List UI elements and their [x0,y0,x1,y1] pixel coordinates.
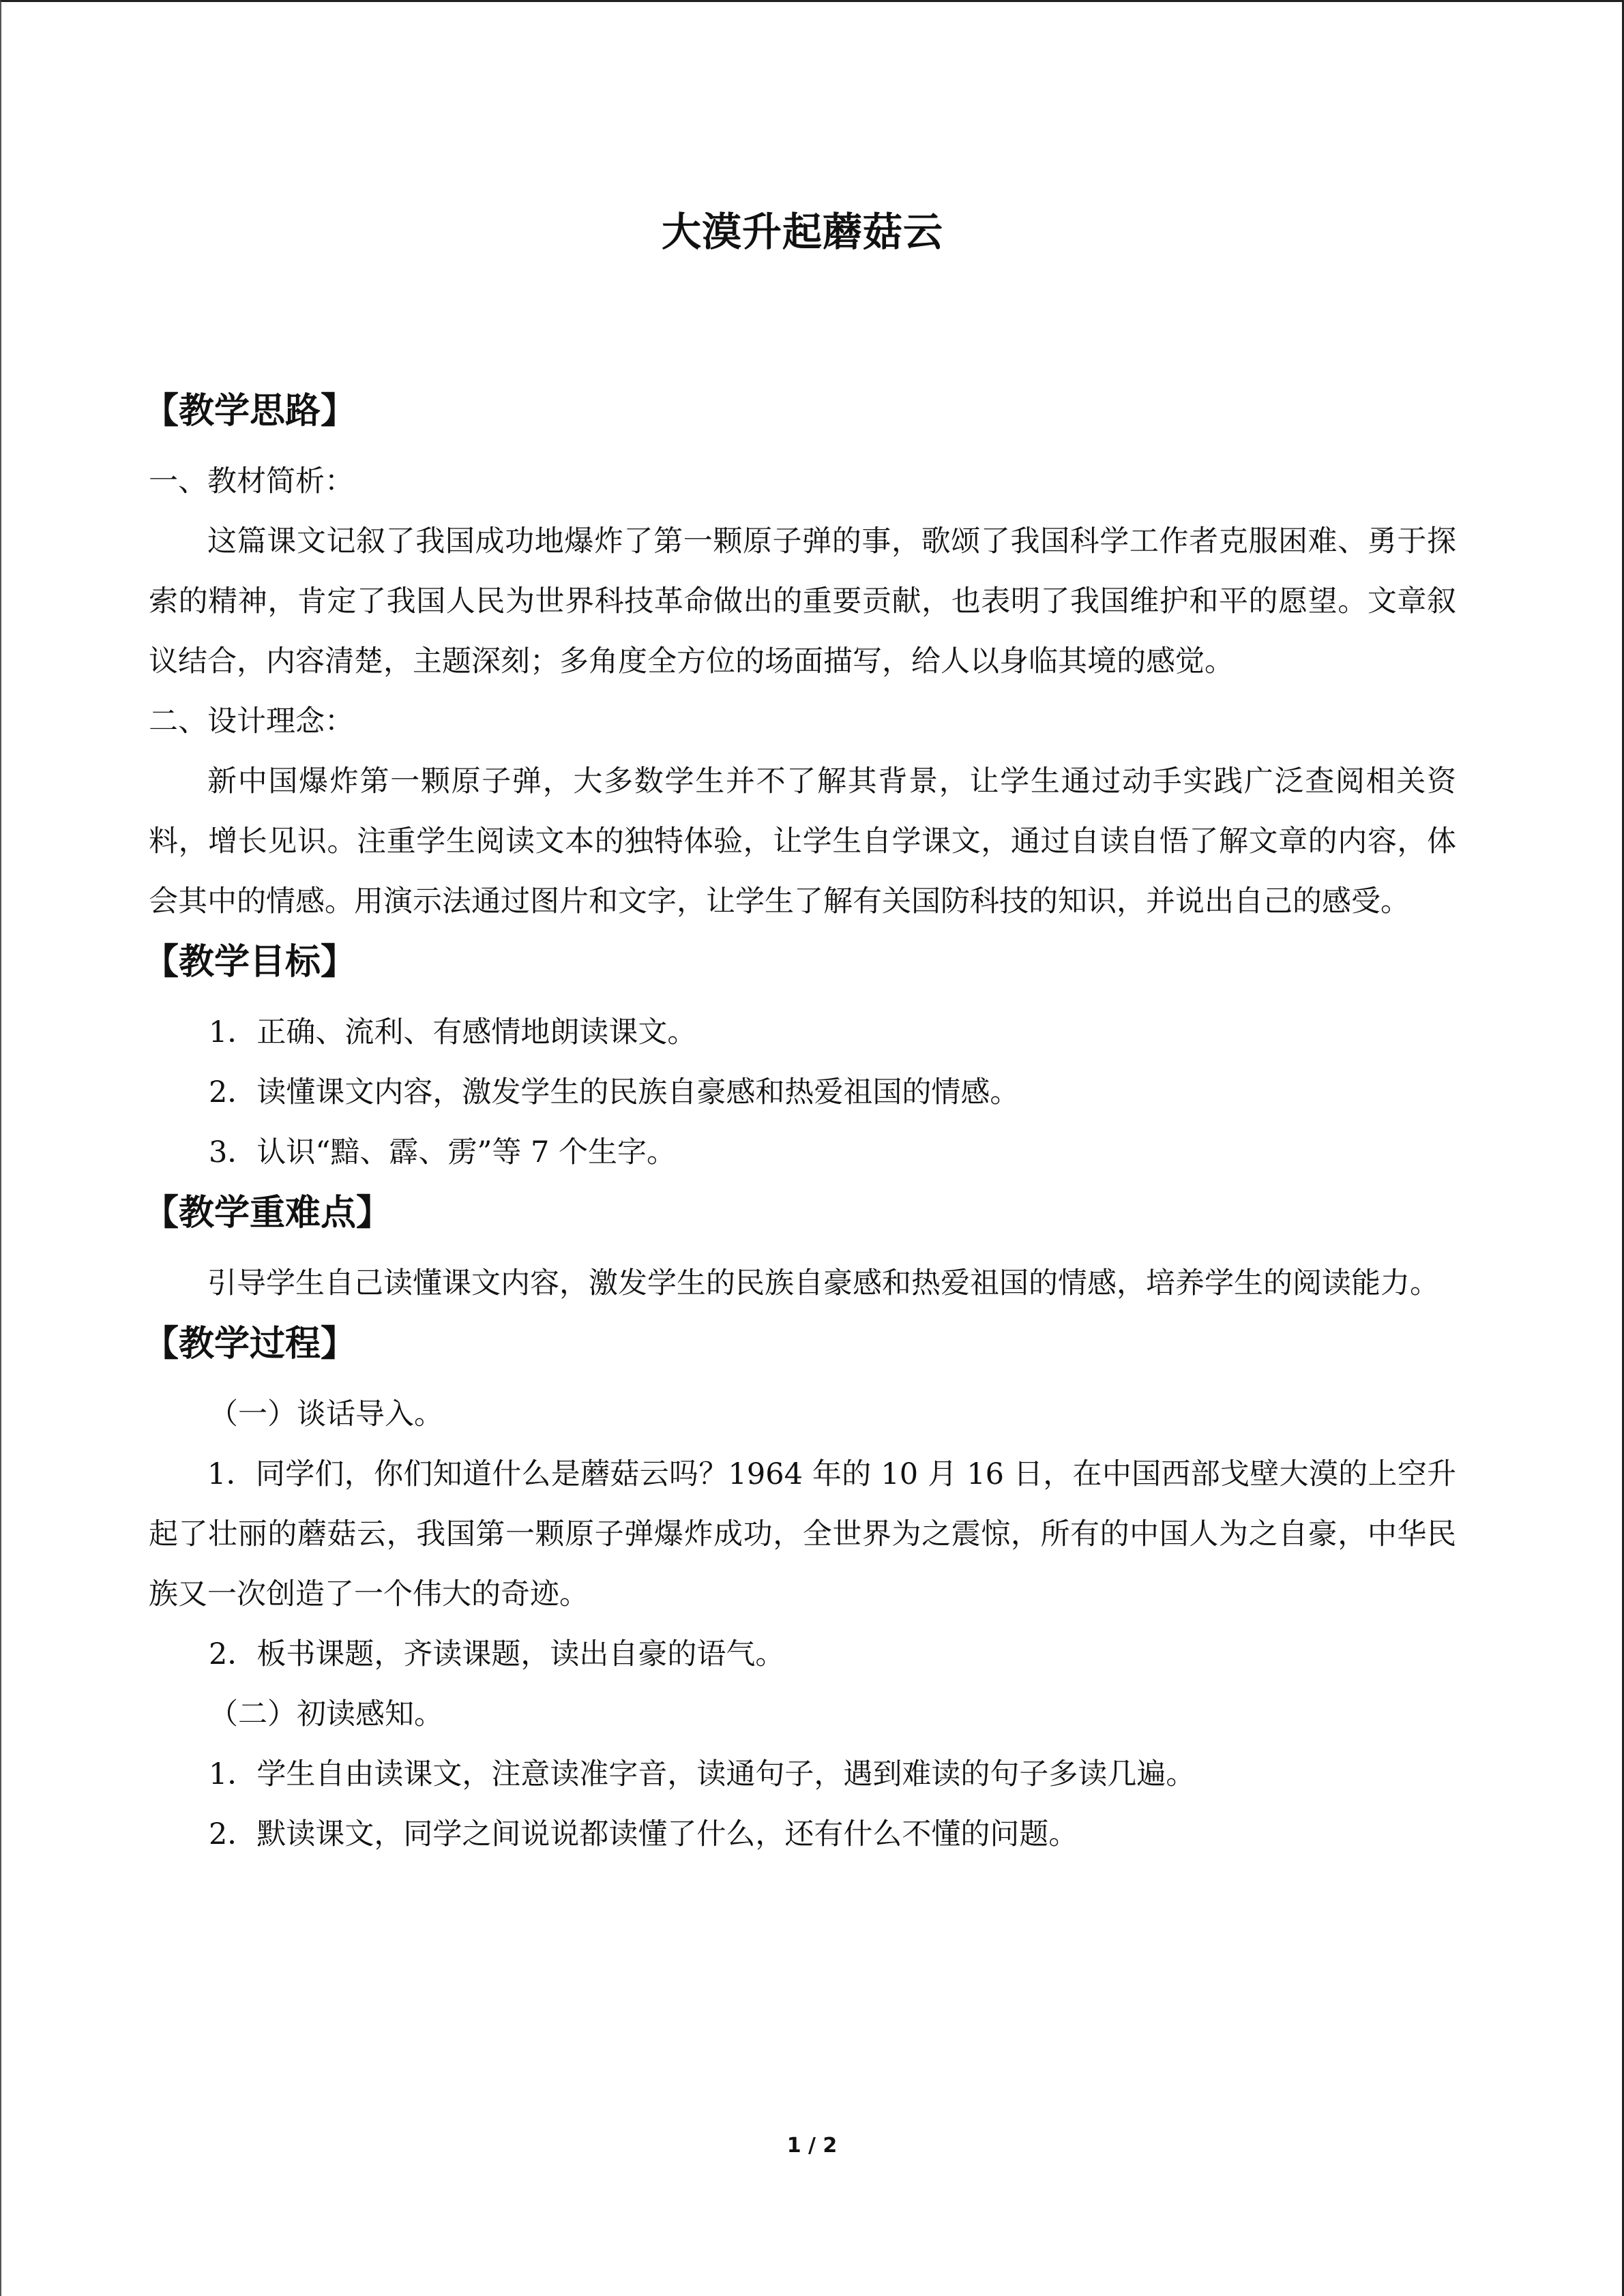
paragraph-material-analysis: 这篇课文记叙了我国成功地爆炸了第一颗原子弹的事，歌颂了我国科学工作者克服困难、勇于探索的精神，肯定了我国人民为世界科技革命做出的重要贡献，也表明了我国维护和平的愿望。文章叙议结合，内容清楚，主题深刻；多角度全方位的场面描写，给人以身临其境的感觉。 [149,524,1456,679]
section-key-points [143,1182,1456,1313]
goal-item-3: 3．认识“黯、霹、雳”等 7 个生字。 [209,1135,677,1169]
introduction-item-1: 1．同学们，你们知道什么是蘑菇云吗？1964 年的 10 月 16 日，在中国西部戈壁大漠的上空升起了壮丽的蘑菇云，我国第一颗原子弹爆炸成功，全世界为之震惊，所有的中国人为之自豪，中华民族又一次创造了一个伟大的奇迹。 [149,1457,1456,1611]
first-reading-item-1: 1．学生自由读课文，注意读准字音，读通句子，遇到难读的句子多读几遍。 [209,1757,1196,1791]
section-teaching-approach [143,381,1456,931]
subheading-material-analysis: 一、教材简析： [149,464,354,498]
step-label-introduction: （一）谈话导入。 [209,1397,443,1431]
goal-item-2: 2．读懂课文内容，激发学生的民族自豪感和热爱祖国的情感。 [209,1075,1020,1109]
page-number: 1 / 2 [786,2134,838,2158]
section-heading-key-points: 【教学重难点】 [143,1193,392,1234]
paragraph-key-points: 引导学生自己读懂课文内容，激发学生的民族自豪感和热爱祖国的情感，培养学生的阅读能力。 [207,1266,1439,1300]
spacer [149,1375,1456,1384]
document-body [143,205,1456,1864]
section-heading-teaching-goals: 【教学目标】 [143,942,357,983]
section-teaching-process [143,1313,1456,1864]
subheading-design-concept: 二、设计理念： [149,704,354,739]
goal-item-1: 1．正确、流利、有感情地朗读课文。 [209,1015,697,1049]
spacer [149,1244,1456,1253]
introduction-item-2: 2．板书课题，齐读课题，读出自豪的语气。 [209,1637,785,1671]
first-reading-item-2: 2．默读课文，同学之间说说都读懂了什么，还有什么不懂的问题。 [209,1817,1078,1851]
spacer [149,993,1456,1002]
document-title: 大漠升起蘑菇云 [661,209,943,255]
spacer [149,442,1456,451]
paragraph-design-concept: 新中国爆炸第一颗原子弹，大多数学生并不了解其背景，让学生通过动手实践广泛查阅相关资料，增长见识。注重学生阅读文本的独特体验，让学生自学课文，通过自读自悟了解文章的内容，体会其中的情感。用演示法通过图片和文字，让学生了解有关国防科技的知识，并说出自己的感受。 [149,764,1456,919]
step-label-first-reading: （二）初读感知。 [209,1697,443,1731]
section-heading-teaching-process: 【教学过程】 [143,1324,357,1365]
section-heading-teaching-approach: 【教学思路】 [143,391,357,432]
section-teaching-goals [143,931,1456,1182]
